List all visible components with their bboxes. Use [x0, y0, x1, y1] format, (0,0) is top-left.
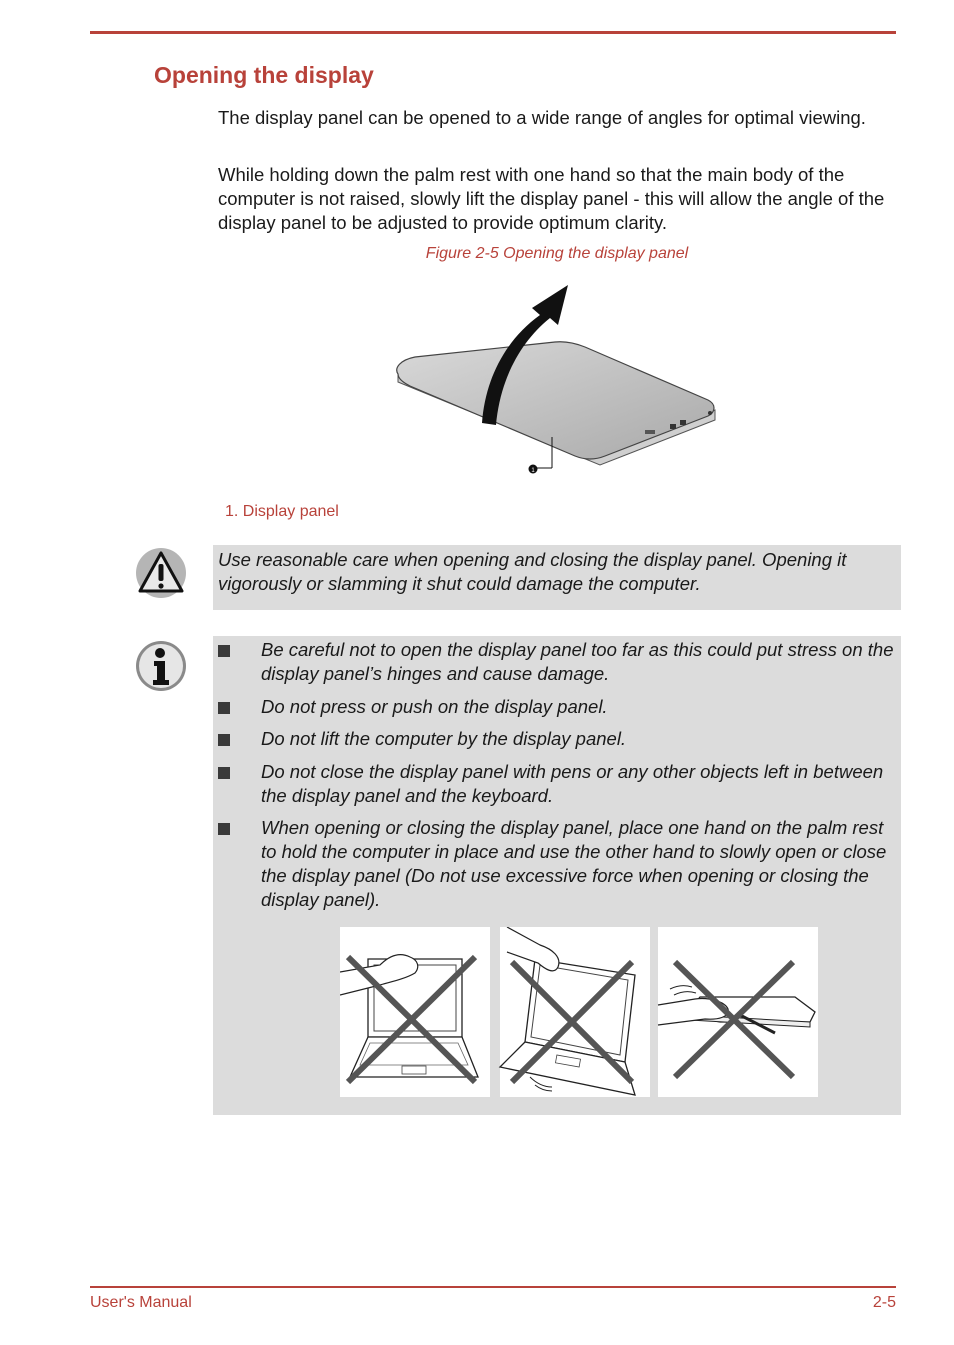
bullet-square-icon [218, 734, 230, 746]
list-item [218, 816, 898, 912]
bullet-text: Do not close the display panel with pens or any other objects left in between the display panel and the keyboard. [261, 760, 884, 806]
list-item [218, 760, 898, 808]
bullet-text: When opening or closing the display panel, place one hand on the palm rest to hold the computer in place and use the other hand to slowly open or close the display panel (Do not use excessive force when opening or closing the display panel). [261, 817, 887, 910]
instruction-paragraph: While holding down the palm rest with one hand so that the main body of the computer is not raised, slowly lift the display panel - this will allow the angle of the display panel to be adjusted to provide optimum clarity. [218, 164, 885, 233]
list-item [218, 695, 898, 719]
info-icon [135, 640, 187, 692]
footer-manual-title: User's Manual [90, 1294, 192, 1311]
warning-triangle-icon [135, 547, 187, 599]
bullet-square-icon [218, 823, 230, 835]
header-rule [90, 31, 896, 34]
footer-page-number: 2-5 [872, 1294, 896, 1311]
warning-text: Use reasonable care when opening and closing the display panel. Opening it vigorously or slamming it shut could damage the computer. [218, 549, 847, 594]
bullet-text: Be careful not to open the display panel too far as this could put stress on the display panel’s hinges and cause damage. [261, 639, 894, 684]
laptop-opening-figure [390, 280, 730, 485]
section-title: Opening the display [154, 62, 374, 88]
info-bullet-list [218, 638, 898, 921]
bullet-square-icon [218, 767, 230, 779]
incorrect-handling-illustrations [340, 927, 820, 1097]
lift-by-display-illustration [500, 927, 650, 1097]
list-item [218, 727, 898, 751]
footer-rule [90, 1286, 896, 1288]
close-with-pen-illustration [658, 927, 818, 1097]
intro-paragraph: The display panel can be opened to a wide range of angles for optimal viewing. [218, 107, 866, 128]
bullet-square-icon [218, 645, 230, 657]
bullet-text: Do not lift the computer by the display panel. [261, 728, 627, 749]
bullet-square-icon [218, 702, 230, 714]
bullet-text: Do not press or push on the display panel. [261, 695, 608, 717]
figure-caption: Figure 2-5 Opening the display panel [425, 245, 689, 262]
list-item [218, 638, 898, 686]
press-display-illustration [340, 927, 490, 1097]
figure-callout-number: 1 [531, 468, 535, 474]
figure-legend: 1. Display panel [225, 503, 339, 520]
